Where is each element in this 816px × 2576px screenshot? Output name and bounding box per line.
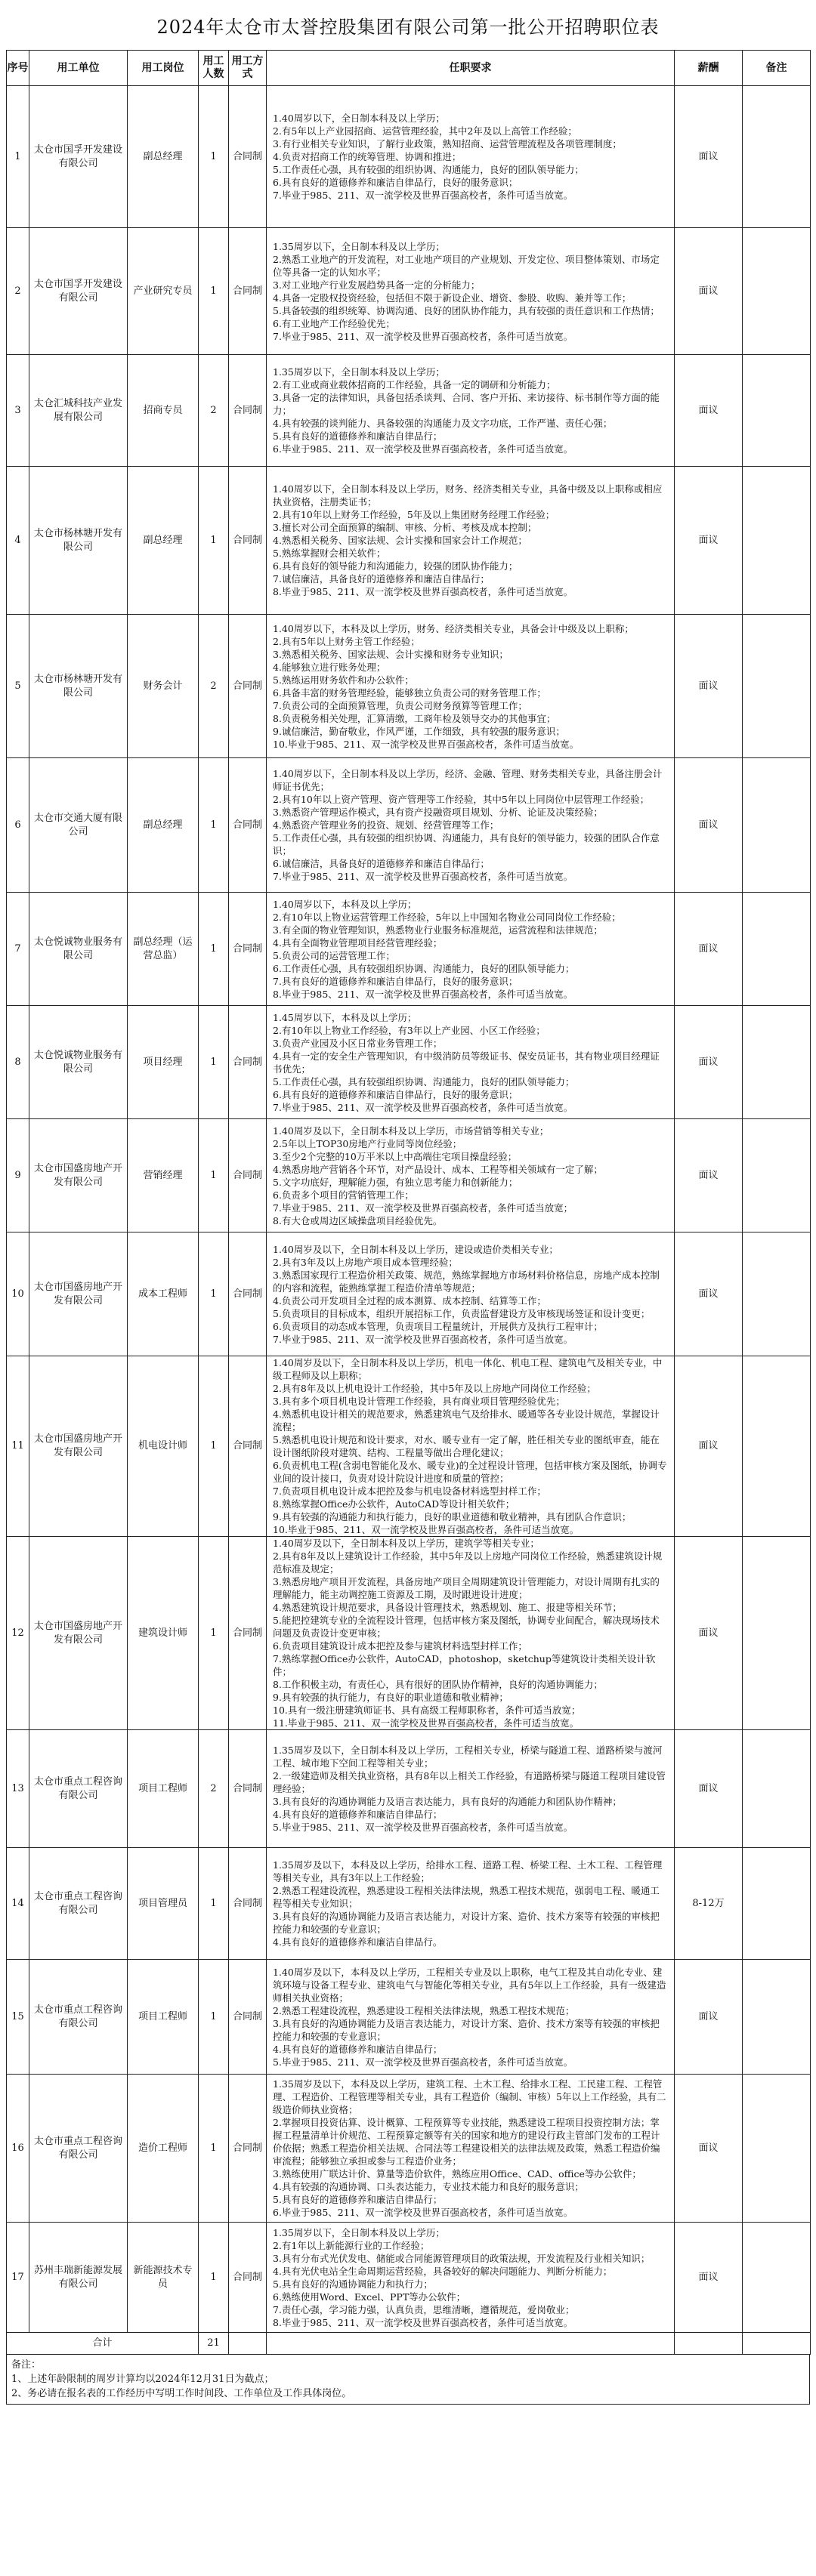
cell-salary: 面议	[675, 1730, 743, 1848]
requirement-line: 2.具有5年以上财务主管工作经验；	[273, 635, 420, 647]
requirement-line: 8.毕业于985、211、双一流学校及世界百强高校者，条件可适当放宽。	[273, 586, 573, 597]
requirement-line: 7.具有良好的道德修养和廉洁自律品行，良好的服务意识；	[273, 975, 518, 987]
requirement-line: 1.45周岁以下，本科及以上学历；	[273, 1011, 417, 1023]
cell-unit: 太仓市国孚开发建设有限公司	[29, 86, 128, 228]
table-row	[7, 615, 811, 758]
cell-remark	[743, 467, 811, 615]
requirement-line: 3.有行业相关专业知识，了解行业政策，熟知招商、运营管理流程及各项管理制度；	[273, 138, 622, 150]
requirement-line: 3.至少2个完整的10万平米以上中高端住宅项目操盘经验；	[273, 1150, 518, 1162]
cell-method: 合同制	[229, 758, 267, 893]
header-post: 用工岗位	[128, 51, 199, 86]
cell-method: 合同制	[229, 1006, 267, 1119]
cell-unit: 太仓市国盛房地产开发有限公司	[29, 1232, 128, 1356]
cell-post: 新能源技术专员	[128, 2223, 199, 2333]
cell-salary: 面议	[675, 893, 743, 1006]
cell-no: 11	[7, 1356, 29, 1537]
total-label: 合计	[7, 2333, 199, 2355]
requirement-line: 7.负责项目机电设计成本把控及参与机电设备材料选型封样工作；	[273, 1485, 546, 1497]
cell-remark	[743, 1537, 811, 1730]
total-empty	[743, 2333, 811, 2355]
cell-post: 副总经理	[128, 758, 199, 893]
cell-method: 合同制	[229, 1848, 267, 1960]
requirement-line: 8.工作积极主动，有责任心，具有很好的团队协作精神，良好的沟通协调能力；	[273, 1679, 603, 1690]
cell-post: 建筑设计师	[128, 1537, 199, 1730]
table-row	[7, 1848, 811, 1960]
requirement-line: 6.具有良好的道德修养和廉洁自律品行，良好的服务意识；	[273, 177, 518, 188]
cell-unit: 太仓市重点工程咨询有限公司	[29, 1960, 128, 2075]
requirement-line: 4.具有良好的道德修养和廉洁自律品行。	[273, 1936, 443, 1948]
requirement-line: 4.具有良好的道德修养和廉洁自律品行；	[273, 2043, 443, 2055]
cell-method: 合同制	[229, 1356, 267, 1537]
cell-remark	[743, 355, 811, 467]
cell-method: 合同制	[229, 615, 267, 758]
requirement-line: 5.工作责任心强，具有较强组织协调、沟通能力，良好的团队领导能力；	[273, 1075, 575, 1087]
table-row	[7, 355, 811, 467]
requirement-line: 11.毕业于985、211、双一流学校及世界百强高校者，条件可适当放宽。	[273, 1717, 580, 1729]
header-row	[7, 51, 811, 86]
cell-salary: 面议	[675, 758, 743, 893]
requirement-line: 5.工作责任心强，具有较强的组织协调、沟通能力，具有良好的领导能力，较强的团队合作意识；	[273, 832, 660, 856]
requirement-line: 2.有5年以上产业园招商、运营管理经验，其中2年及以上高管工作经验；	[273, 125, 577, 137]
cell-salary: 面议	[675, 1356, 743, 1537]
cell-method: 合同制	[229, 893, 267, 1006]
requirement-line: 6.毕业于985、211、双一流学校及世界百强高校者，条件可适当放宽。	[273, 2207, 573, 2218]
requirement-line: 7.毕业于985、211、双一流学校及世界百强高校者，条件可适当放宽。	[273, 1333, 573, 1345]
requirement-line: 7.熟练掌握Office办公软件，AutoCAD，photoshop，sketchup等建筑设计类相关设计软件；	[273, 1653, 656, 1677]
requirement-line: 1.40周岁及以下，全日制本科及以上学历，建筑学等相关专业；	[273, 1538, 539, 1549]
cell-no: 8	[7, 1006, 29, 1119]
requirement-line: 5.毕业于985、211、双一流学校及世界百强高校者，条件可适当放宽。	[273, 2056, 573, 2068]
cell-no: 6	[7, 758, 29, 893]
cell-no: 12	[7, 1537, 29, 1730]
cell-requirements	[267, 355, 675, 467]
requirement-line: 1.35周岁及以下，全日制本科及以上学历，工程相关专业，桥梁与隧道工程、道路桥梁与渡河工程、城市地下空间工程等相关专业；	[273, 1745, 663, 1769]
requirement-line: 3.熟悉房地产项目开发流程，具备房地产项目全周期建筑设计管理能力，对设计周期有扎实的理解能力，能主动调控施工资源及工期，及时跟进设计进度；	[273, 1576, 660, 1600]
cell-requirements	[267, 228, 675, 355]
cell-unit: 太仓市重点工程咨询有限公司	[29, 2075, 128, 2223]
requirement-line: 6.毕业于985、211、双一流学校及世界百强高校者，条件可适当放宽。	[273, 443, 573, 455]
total-row	[7, 2333, 811, 2355]
header-remark: 备注	[743, 51, 811, 86]
requirement-line: 7.负责公司的全面预算管理，负责公司财务预算等管理工作；	[273, 699, 527, 711]
cell-method: 合同制	[229, 1537, 267, 1730]
requirement-line: 9.具有较强的执行能力，有良好的职业道德和敬业精神；	[273, 1692, 508, 1703]
cell-requirements	[267, 1960, 675, 2075]
cell-post: 产业研究专员	[128, 228, 199, 355]
requirement-line: 2.具有10年以上财务工作经验，5年及以上集团财务经理工作经验；	[273, 509, 555, 520]
cell-post: 营销经理	[128, 1119, 199, 1232]
requirement-line: 5.熟练运用财务软件和办公软件；	[273, 674, 414, 686]
requirement-line: 5.具备较强的组织统筹、协调沟通、良好的团队协作能力，具有较强的责任意识和工作热情；	[273, 304, 660, 316]
cell-no: 17	[7, 2223, 29, 2333]
cell-requirements	[267, 893, 675, 1006]
requirement-line: 3.对工业地产行业发展趋势具备一定的分析能力；	[273, 279, 481, 291]
requirement-line: 6.具有良好的领导能力和沟通能力，较强的团队协作能力；	[273, 560, 518, 572]
requirement-line: 2.具有8年及以上建筑设计工作经验，其中5年及以上房地产同岗位工作经验，熟悉建筑设计规范标准及规定；	[273, 1550, 663, 1575]
cell-unit: 太仓市交通大厦有限公司	[29, 758, 128, 893]
cell-remark	[743, 1006, 811, 1119]
table-row	[7, 86, 811, 228]
requirement-line: 8.毕业于985、211、双一流学校及世界百强高校者，条件可适当放宽。	[273, 2316, 573, 2328]
requirement-line: 8.负责税务相关处理，汇算清缴，工商年检及领导交办的其他事宜；	[273, 712, 556, 724]
cell-count: 1	[199, 758, 229, 893]
cell-count: 1	[199, 2075, 229, 2223]
cell-post: 副总经理	[128, 467, 199, 615]
requirement-line: 6.有工业地产工作经验优先；	[273, 317, 395, 329]
requirement-line: 1.40周岁以下，全日制本科及以上学历；	[273, 113, 445, 124]
table-row	[7, 1356, 811, 1537]
cell-count: 1	[199, 86, 229, 228]
requirement-line: 3.具有分布式光伏发电、储能或合同能源管理项目的政策法规，开发流程及行业相关知识；	[273, 2252, 651, 2264]
requirement-line: 1.35周岁及以下，本科及以上学历，给排水工程、道路工程、桥梁工程、土木工程、工程管理等相关专业，具有3年以上工作经验；	[273, 1859, 663, 1883]
requirement-line: 1.40周岁以下，全日制本科及以上学历，财务、经济类相关专业，具备中级及以上职称或相应执业资格，注册类证书；	[273, 483, 663, 507]
cell-requirements	[267, 1232, 675, 1356]
requirement-line: 2.具有8年及以上机电设计工作经验，其中5年及以上房地产同岗位工作经验；	[273, 1383, 596, 1394]
requirement-line: 2.熟悉工业地产的开发流程，对工业地产项目的产业规划、开发定位、项目整体策划、市场定位等具备一定的认知水平；	[273, 253, 660, 278]
cell-unit: 太仓市国盛房地产开发有限公司	[29, 1537, 128, 1730]
cell-remark	[743, 228, 811, 355]
requirement-line: 5.熟悉机电设计规范和设计要求，对水、暖专业有一定了解，胜任相关专业的图纸审查，能在设计图纸阶段对建筑、结构、工程量等做出合理化建议；	[273, 1434, 660, 1458]
requirement-line: 3.熟悉资产管理运作模式，具有资产投融资项目规划、分析、论证及决策经验；	[273, 807, 603, 818]
cell-remark	[743, 2075, 811, 2223]
cell-salary: 面议	[675, 2223, 743, 2333]
total-empty	[675, 2333, 743, 2355]
cell-method: 合同制	[229, 228, 267, 355]
notes-box	[6, 2355, 810, 2405]
cell-count: 1	[199, 1848, 229, 1960]
requirement-line: 9.具有较强的沟通能力和执行能力，良好的职业道德和敬业精神，具有团队合作意识；	[273, 1511, 632, 1522]
notes-label: 备注：	[11, 2359, 42, 2371]
cell-method: 合同制	[229, 1119, 267, 1232]
cell-unit: 太仓市重点工程咨询有限公司	[29, 1730, 128, 1848]
cell-salary: 面议	[675, 2075, 743, 2223]
requirement-line: 4.具有较强的谈判能力、具备较强的沟通能力及文字功底，工作严谨、责任心强；	[273, 418, 613, 429]
cell-remark	[743, 893, 811, 1006]
requirement-line: 10.毕业于985、211、双一流学校及世界百强高校者，条件可适当放宽。	[273, 1524, 580, 1535]
cell-method: 合同制	[229, 2075, 267, 2223]
cell-no: 1	[7, 86, 29, 228]
requirement-line: 7.毕业于985、211、双一流学校及世界百强高校者，条件可适当放宽。	[273, 330, 573, 342]
cell-post: 机电设计师	[128, 1356, 199, 1537]
requirement-line: 2.熟悉工程建设流程，熟悉建设工程相关法律法规，熟悉工程技术规范，强弱电工程、暖通工程等相关专业知识；	[273, 1885, 660, 1909]
cell-unit: 太仓市国盛房地产开发有限公司	[29, 1119, 128, 1232]
requirement-line: 6.具有良好的道德修养和廉洁自律品行，良好的服务意识；	[273, 1088, 518, 1100]
cell-requirements	[267, 615, 675, 758]
cell-method: 合同制	[229, 467, 267, 615]
requirement-line: 2.具有10年以上资产管理、资产管理等工作经验，其中5年以上同岗位中层管理工作经验；	[273, 794, 650, 805]
cell-remark	[743, 1356, 811, 1537]
cell-no: 7	[7, 893, 29, 1006]
cell-post: 财务会计	[128, 615, 199, 758]
requirement-line: 6.负责项目建筑设计成本把控及参与建筑材料选型封样工作；	[273, 1640, 527, 1652]
notes-item: 2、务必请在报名表的工作经历中写明工作时间段、工作单位及工作具体岗位。	[11, 2388, 352, 2399]
cell-salary: 面议	[675, 228, 743, 355]
cell-method: 合同制	[229, 86, 267, 228]
table-row	[7, 1537, 811, 1730]
requirement-line: 6.熟练使用Word、Excel、PPT等办公软件；	[273, 2291, 466, 2303]
requirement-line: 4.熟悉建筑设计规范要求，具备设计管理技术，熟悉规划、施工、报建等相关环节；	[273, 1602, 622, 1613]
table-row	[7, 2075, 811, 2223]
cell-post: 造价工程师	[128, 2075, 199, 2223]
requirement-line: 4.具有全面物业管理项目经营管理经验；	[273, 936, 443, 949]
requirement-line: 10.具有一级注册建筑师证书、具有高级工程师职称者，条件可适当放宽；	[273, 1704, 581, 1716]
cell-post: 副总经理	[128, 86, 199, 228]
cell-remark	[743, 1232, 811, 1356]
cell-remark	[743, 1119, 811, 1232]
table-row	[7, 2223, 811, 2333]
requirement-line: 2.有10年以上物业工作经验，有3年以上产业园、小区工作经验；	[273, 1024, 546, 1036]
cell-count: 1	[199, 1960, 229, 2075]
table-row	[7, 228, 811, 355]
requirement-line: 2.有工业或商业载体招商的工作经验，具备一定的调研和分析能力；	[273, 379, 556, 390]
requirement-line: 10.毕业于985、211、双一流学校及世界百强高校者，条件可适当放宽。	[273, 738, 580, 750]
requirement-line: 7.责任心强，学习能力强，认真负责，思维清晰，遵循规范，爱岗敬业；	[273, 2303, 575, 2315]
cell-no: 16	[7, 2075, 29, 2223]
cell-count: 1	[199, 228, 229, 355]
cell-method: 合同制	[229, 1232, 267, 1356]
cell-remark	[743, 615, 811, 758]
requirement-line: 3.熟练使用广联达计价、算量等造价软件，熟练应用Office、CAD、office等办公软件；	[273, 2168, 641, 2180]
table-row	[7, 1119, 811, 1232]
cell-unit: 太仓悦诚物业服务有限公司	[29, 893, 128, 1006]
requirement-line: 7.毕业于985、211、双一流学校及世界百强高校者，条件可适当放宽。	[273, 190, 573, 201]
requirement-line: 1.40周岁以下，全日制本科及以上学历，经济、金融、管理、财务类相关专业，具备注册会计师证书优先；	[273, 768, 663, 792]
requirement-line: 2.有10年以上物业运营管理工作经验，5年以上中国知名物业公司同岗位工作经验；	[273, 911, 621, 923]
requirement-line: 3.熟悉国家现行工程造价相关政策、规范，熟练掌握地方市场材料价格信息，房地产成本控制的内容和流程，能熟练掌握工程造价清单等规范；	[273, 1269, 660, 1294]
total-empty	[229, 2333, 267, 2355]
requirement-line: 5.具有良好的道德修养和廉洁自律品行；	[273, 2194, 443, 2205]
requirement-line: 1.40周岁及以下，本科及以上学历，工程相关专业及以上职称，电气工程及其自动化专业、建筑环境与设备工程专业、建筑电气与智能化等相关专业，具有5年以上工作经验，具有一级建造师相关执业资格；	[273, 1966, 666, 2004]
header-no: 序号	[7, 51, 29, 86]
header-count: 用工人数	[199, 51, 229, 86]
requirement-line: 1.35周岁及以下，本科及以上学历，建筑工程、土木工程、给排水工程、工民建工程、工程管理、工程造价、工程管理等相关专业，具有工程造价（编制、审核）5年以上工作经验，具有二级造价师执业资格；	[273, 2078, 666, 2115]
requirement-line: 1.40周岁及以下，全日制本科及以上学历，建设或造价类相关专业；	[273, 1243, 558, 1255]
cell-no: 4	[7, 467, 29, 615]
requirement-line: 1.35周岁以下，全日制本科及以上学历；	[273, 366, 445, 378]
cell-unit: 太仓市杨林塘开发有限公司	[29, 615, 128, 758]
requirement-line: 3.具备一定的法律知识，具备包括杀谈判、合同、客户开拓、来访接待、标书制作等方面的能力；	[273, 392, 660, 416]
requirement-line: 6.工作责任心强，具有较强组织协调、沟通能力，良好的团队领导能力；	[273, 962, 575, 974]
header-requirements: 任职要求	[267, 51, 675, 86]
table-row	[7, 1730, 811, 1848]
cell-count: 1	[199, 893, 229, 1006]
cell-unit: 太仓市国盛房地产开发有限公司	[29, 1356, 128, 1537]
requirement-line: 3.具有良好的沟通协调能力及语言表达能力，对设计方案、造价、技术方案等有较强的审核把控能力和较强的专业意识；	[273, 1911, 660, 1935]
cell-salary: 面议	[675, 1006, 743, 1119]
requirement-line: 8.熟练掌握Office办公软件，AutoCAD等设计相关软件；	[273, 1498, 515, 1510]
header-method: 用工方式	[229, 51, 267, 86]
cell-no: 2	[7, 228, 29, 355]
requirement-line: 4.具有较强的沟通协调、口头表达能力，专业技术能力和良好的服务意识；	[273, 2181, 584, 2192]
requirement-line: 6.负责项目的动态成本管理，负责项目工程量统计，开展供方及执行工程审计；	[273, 1320, 603, 1332]
cell-unit: 苏州丰瑞新能源发展有限公司	[29, 2223, 128, 2333]
requirement-line: 4.熟悉房地产营销各个环节，对产品设计、成本、工程等相关领域有一定了解；	[273, 1163, 603, 1175]
cell-no: 5	[7, 615, 29, 758]
cell-no: 9	[7, 1119, 29, 1232]
cell-remark	[743, 758, 811, 893]
cell-remark	[743, 86, 811, 228]
cell-salary: 面议	[675, 355, 743, 467]
cell-requirements	[267, 1730, 675, 1848]
requirement-line: 3.有全面的物业管理知识，熟悉物业行业服务标准规范，运营流程和法律规范；	[273, 924, 603, 936]
requirement-line: 1.35周岁以下，全日制本科及以上学历；	[273, 2226, 445, 2238]
cell-salary: 面议	[675, 467, 743, 615]
requirement-line: 1.40周岁以下，本科及以上学历；	[273, 898, 417, 910]
requirement-line: 5.能把控建筑专业的全流程设计管理，包括审核方案及图纸，协调专业间配合，解决现场技术问题及负责设计变更审核；	[273, 1615, 660, 1639]
requirement-line: 2.熟悉工程建设流程，熟悉建设工程相关法律法规，熟悉工程技术规范；	[273, 2004, 575, 2016]
cell-requirements	[267, 1006, 675, 1119]
cell-remark	[743, 1848, 811, 1960]
cell-salary: 面议	[675, 1232, 743, 1356]
cell-count: 1	[199, 1006, 229, 1119]
requirement-line: 5.熟练掌握财会相关软件；	[273, 548, 386, 559]
header-salary: 薪酬	[675, 51, 743, 86]
requirement-line: 8.有大仓或周边区域操盘项目经验优先。	[273, 1214, 443, 1226]
job-table	[6, 50, 811, 2355]
requirement-line: 4.具有光伏电站全生命周期运营经验，具备较好的解决问题能力、判断分析能力；	[273, 2265, 613, 2277]
requirement-line: 4.熟悉相关税务、国家法规、会计实操和国家会计工作规范；	[273, 535, 527, 546]
table-row	[7, 467, 811, 615]
cell-post: 项目工程师	[128, 1730, 199, 1848]
requirement-line: 4.能够独立进行账务处理；	[273, 661, 386, 673]
requirement-line: 4.熟悉机电设计相关的规范要求，熟悉建筑电气及给排水、暖通等各专业设计规范，掌握设计流程；	[273, 1408, 660, 1433]
requirement-line: 7.毕业于985、211、双一流学校及世界百强高校者，条件可适当放宽。	[273, 1101, 573, 1113]
cell-salary: 面议	[675, 615, 743, 758]
cell-count: 1	[199, 1232, 229, 1356]
cell-count: 1	[199, 1119, 229, 1232]
requirement-line: 3.熟悉相关税务、国家法规、会计实操和财务专业知识；	[273, 648, 508, 660]
total-empty	[267, 2333, 675, 2355]
cell-post: 成本工程师	[128, 1232, 199, 1356]
requirement-line: 1.40周岁及以下，全日制本科及以上学历，机电一体化、机电工程、建筑电气及相关专业，中级工程师及以上职称；	[273, 1357, 663, 1381]
cell-salary: 面议	[675, 1537, 743, 1730]
cell-requirements	[267, 758, 675, 893]
cell-count: 1	[199, 467, 229, 615]
cell-requirements	[267, 1848, 675, 1960]
cell-unit: 太仓市重点工程咨询有限公司	[29, 1848, 128, 1960]
header-unit: 用工单位	[29, 51, 128, 86]
table-row	[7, 1006, 811, 1119]
requirement-line: 7.毕业于985、211、双一流学校及世界百强高校者，条件可适当放宽。	[273, 871, 573, 882]
cell-requirements	[267, 2223, 675, 2333]
cell-remark	[743, 2223, 811, 2333]
cell-method: 合同制	[229, 355, 267, 467]
table-row	[7, 893, 811, 1006]
requirement-line: 3.具有良好的沟通协调能力及语言表达能力，具有良好的沟通能力和团队协作精神；	[273, 1796, 622, 1807]
cell-no: 15	[7, 1960, 29, 2075]
requirement-line: 5.文字功底好，理解能力强，有独立思考能力和创新能力；	[273, 1176, 518, 1188]
cell-requirements	[267, 2075, 675, 2223]
cell-salary: 面议	[675, 1119, 743, 1232]
requirement-line: 3.具有良好的沟通协调能力及语言表达能力，对设计方案、造价、技术方案等有较强的审核把控能力和较强的专业意识；	[273, 2017, 660, 2042]
table-row	[7, 1960, 811, 2075]
cell-post: 项目经理	[128, 1006, 199, 1119]
requirement-line: 3.具有多个项目机电设计管理工作经验，具有商业项目管理经验优先；	[273, 1396, 565, 1407]
total-count: 21	[199, 2333, 229, 2355]
cell-requirements	[267, 1356, 675, 1537]
cell-no: 10	[7, 1232, 29, 1356]
cell-method: 合同制	[229, 1960, 267, 2075]
cell-no: 14	[7, 1848, 29, 1960]
cell-count: 1	[199, 1537, 229, 1730]
cell-requirements	[267, 1119, 675, 1232]
requirement-line: 3.擅长对公司全面预算的编制、审核、分析、考核及成本控制；	[273, 522, 537, 533]
cell-count: 1	[199, 1356, 229, 1537]
requirement-line: 9.诚信廉洁，勤奋敬业，作风严谨，工作细致，具有较强的服务意识；	[273, 725, 565, 737]
requirement-line: 2.具有3年及以上房地产项目成本管理经验；	[273, 1256, 458, 1268]
requirement-line: 1.40周岁及以下，全日制本科及以上学历，市场营销等相关专业；	[273, 1124, 549, 1137]
cell-method: 合同制	[229, 2223, 267, 2333]
cell-no: 13	[7, 1730, 29, 1848]
cell-count: 1	[199, 2223, 229, 2333]
cell-remark	[743, 1960, 811, 2075]
requirement-line: 5.具有良好的道德修养和廉洁自律品行；	[273, 430, 443, 442]
requirement-line: 3.负责产业园及小区日常业务管理工作；	[273, 1037, 443, 1049]
cell-salary: 8-12万	[675, 1848, 743, 1960]
cell-post: 副总经理（运营总监）	[128, 893, 199, 1006]
table-row	[7, 758, 811, 893]
cell-method: 合同制	[229, 1730, 267, 1848]
requirement-line: 4.负责公司开发项目全过程的成本测算、成本控制、结算等工作；	[273, 1294, 546, 1307]
cell-requirements	[267, 1537, 675, 1730]
cell-requirements	[267, 467, 675, 615]
cell-count: 2	[199, 355, 229, 467]
cell-count: 2	[199, 1730, 229, 1848]
cell-unit: 太仓市国孚开发建设有限公司	[29, 228, 128, 355]
requirement-line: 2.掌握项目投资估算、设计概算、工程预算等专业技能，熟悉建设工程项目投资控制方法；掌握工程量清单计价规范、工程预算定额等有关的国家和地方的建设行政主管部门发布的工程计价依据；熟悉工程造价相关法规、合同法等工程建设相关的法律法规及政策，熟悉工程造价编审流程；能够独立承担或参与工程造价业务；	[273, 2117, 660, 2167]
cell-requirements	[267, 86, 675, 228]
cell-salary: 面议	[675, 86, 743, 228]
cell-count: 2	[199, 615, 229, 758]
requirement-line: 8.毕业于985、211、双一流学校及世界百强高校者，条件可适当放宽。	[273, 988, 573, 1000]
requirement-line: 4.负责对招商工作的统筹管理、协调和推进；	[273, 151, 462, 162]
page-title: 2024年太仓市太誉控股集团有限公司第一批公开招聘职位表	[156, 16, 660, 38]
requirement-line: 1.35周岁以下，全日制本科及以上学历；	[273, 240, 445, 252]
requirement-line: 4.具有良好的道德修养和廉洁自律品行；	[273, 1809, 443, 1820]
cell-remark	[743, 1730, 811, 1848]
requirement-line: 6.具备丰富的财务管理经验，能够独立负责公司的财务管理工作；	[273, 686, 546, 699]
requirement-line: 5.负责公司的运营管理工作；	[273, 949, 395, 961]
requirement-line: 5.工作责任心强，具有较强的组织协调、沟通能力，良好的团队领导能力；	[273, 164, 584, 175]
cell-post: 项目管理员	[128, 1848, 199, 1960]
requirement-line: 2.有1年以上新能源行业的工作经验；	[273, 2239, 430, 2251]
cell-salary: 面议	[675, 1960, 743, 2075]
cell-post: 招商专员	[128, 355, 199, 467]
cell-unit: 太仓市杨林塘开发有限公司	[29, 467, 128, 615]
requirement-line: 7.毕业于985、211、双一流学校及世界百强高校者，条件可适当放宽；	[273, 1202, 573, 1214]
requirement-line: 4.具有一定的安全生产管理知识，有中级消防员等级证书、保安员证书，其有物业项目经理证书优先；	[273, 1050, 660, 1075]
requirement-line: 2.一级建造师及相关执业资格，具有8年以上相关工作经验，有道路桥梁与隧道工程项目建设管理经验；	[273, 1770, 666, 1794]
requirement-line: 5.毕业于985、211、双一流学校及世界百强高校者，条件可适当放宽。	[273, 1822, 573, 1833]
requirement-line: 6.负责机电工程(含弱电智能化及水、暖专业)的全过程设计管理，包括审核方案及图纸，协调专业间的设计接口，负责对设计院设计进度和质量的管控；	[273, 1460, 667, 1484]
notes-item: 1、上述年龄限制的周岁计算均以2024年12月31日为截点；	[11, 2374, 274, 2385]
table-row	[7, 1232, 811, 1356]
cell-post: 项目工程师	[128, 1960, 199, 2075]
cell-no: 3	[7, 355, 29, 467]
requirement-line: 4.具备一定股权投资经验，包括但不限于新设企业、增资、参股、收购、兼并等工作；	[273, 292, 632, 304]
cell-unit: 太仓悦诚物业服务有限公司	[29, 1006, 128, 1119]
requirement-line: 4.熟悉资产管理业务的投资、规划、经营管理等工作；	[273, 819, 499, 831]
requirement-line: 6.负责多个项目的营销管理工作；	[273, 1189, 414, 1201]
requirement-line: 6.诚信廉洁，具备良好的道德修养和廉洁自律品行；	[273, 858, 490, 869]
requirement-line: 5.具有良好的沟通协调能力和执行力；	[273, 2278, 433, 2290]
requirement-line: 1.40周岁以下，本科及以上学历，财务、经济类相关专业，具备会计中级及以上职称；	[273, 622, 634, 634]
requirement-line: 5.负责项目的目标成本，组织开展招标工作，负责监督建设方及审核现场签证和设计变更；	[273, 1307, 651, 1319]
cell-unit: 太仓汇城科技产业发展有限公司	[29, 355, 128, 467]
requirement-line: 7.诚信廉洁，具备良好的道德修养和廉洁自律品行；	[273, 573, 490, 585]
requirement-line: 2.5年以上TOP30房地产行业同等岗位经验；	[273, 1137, 462, 1149]
